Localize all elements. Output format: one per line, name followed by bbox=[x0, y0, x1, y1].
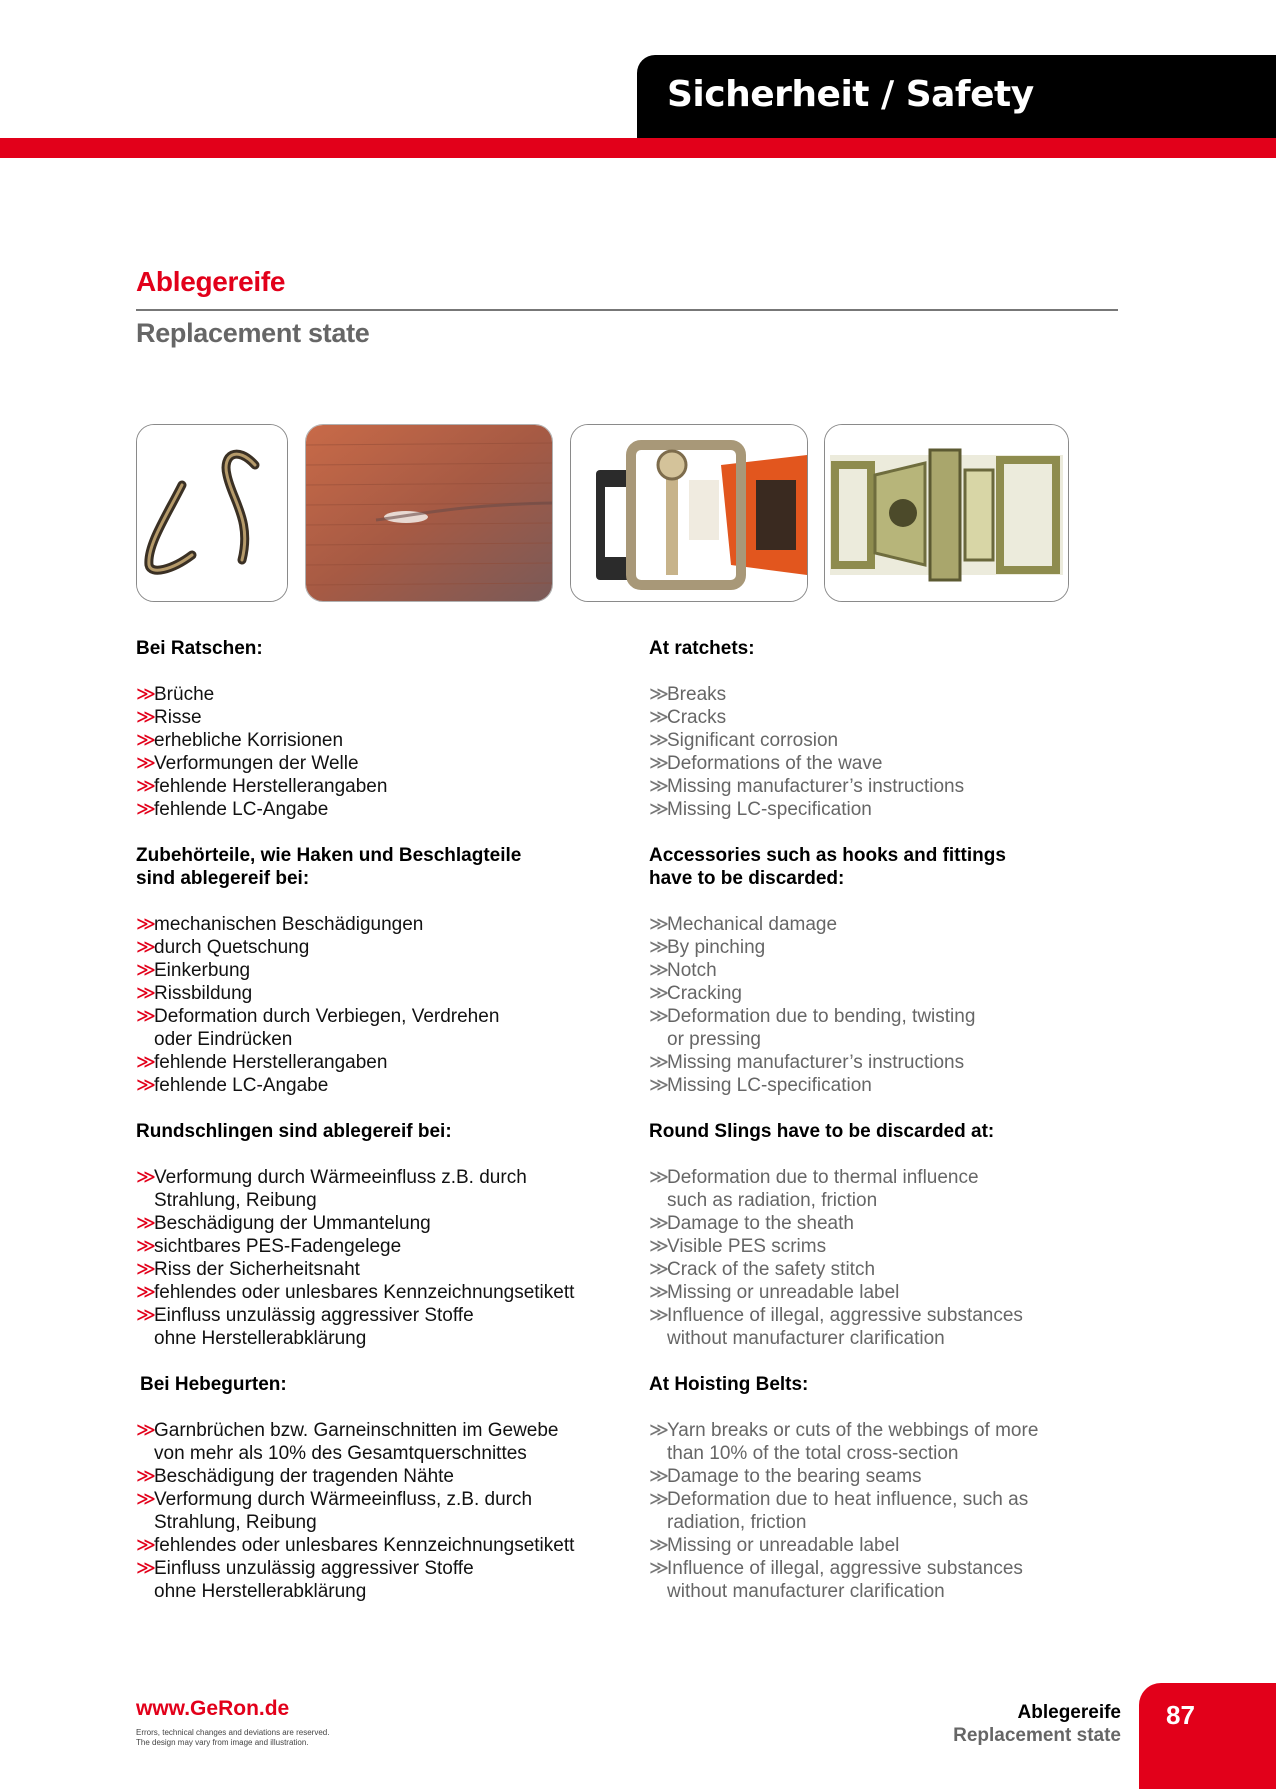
bullet-icon: ≫ bbox=[136, 776, 156, 797]
bullet-icon: ≫ bbox=[649, 1535, 669, 1556]
bullet-icon: ≫ bbox=[649, 799, 669, 820]
footer-section-de: Ablegereife bbox=[1017, 1702, 1121, 1723]
slings-heading: Round Slings have to be discarded at: bbox=[649, 1121, 995, 1142]
accessories-heading: Zubehörteile, wie Haken und Beschlagteile sind ablegereif bei: bbox=[136, 845, 522, 889]
list-item: ≫ Significant corrosion bbox=[649, 730, 839, 751]
list-item: ≫ Einkerbung bbox=[136, 960, 251, 981]
ratchets-heading: Bei Ratschen: bbox=[136, 638, 263, 659]
list-item: ≫ Deformations of the wave bbox=[649, 753, 883, 774]
list-item: ≫ fehlendes oder unlesbares Kennzeichnungsetikett bbox=[136, 1282, 575, 1303]
bullet-icon: ≫ bbox=[649, 1282, 669, 1303]
list-item: ≫ mechanischen Beschädigungen bbox=[136, 914, 424, 935]
belts-list bbox=[136, 1419, 636, 1603]
bullet-icon: ≫ bbox=[136, 1535, 156, 1556]
list-item: ≫ Verformungen der Welle bbox=[136, 753, 359, 774]
list-item: ≫ Risse bbox=[136, 707, 202, 728]
bullet-icon: ≫ bbox=[136, 1466, 156, 1487]
bullet-icon: ≫ bbox=[136, 1006, 156, 1027]
list-item: ≫ Influence of illegal, aggressive substances without manufacturer clarification bbox=[649, 1305, 1023, 1349]
list-item: ≫ Riss der Sicherheitsnaht bbox=[136, 1259, 360, 1280]
bullet-icon: ≫ bbox=[649, 914, 669, 935]
header-red-band bbox=[0, 138, 1276, 158]
bullet-icon: ≫ bbox=[136, 1075, 156, 1096]
bullet-icon: ≫ bbox=[136, 1259, 156, 1280]
bullet-icon: ≫ bbox=[649, 1006, 669, 1027]
list-item: ≫ Beschädigung der Ummantelung bbox=[136, 1213, 431, 1234]
disclaimer-note: Errors, technical changes and deviations are reserved. The design may vary from image and illustration. bbox=[136, 1728, 330, 1747]
bullet-icon: ≫ bbox=[649, 1420, 669, 1441]
list-item: ≫ durch Quetschung bbox=[136, 937, 310, 958]
accessories-list bbox=[136, 913, 636, 1097]
ratchets-heading: At ratchets: bbox=[649, 638, 755, 659]
section-divider bbox=[136, 309, 1118, 311]
bullet-icon: ≫ bbox=[649, 1236, 669, 1257]
list-item: ≫ Rissbildung bbox=[136, 983, 253, 1004]
list-item: ≫ Damage to the bearing seams bbox=[649, 1466, 922, 1487]
section-subtitle: Replacement state bbox=[136, 318, 370, 348]
bullet-icon: ≫ bbox=[649, 983, 669, 1004]
accessories-list bbox=[649, 913, 1149, 1097]
bullet-icon: ≫ bbox=[136, 730, 156, 751]
list-item: ≫ sichtbares PES-Fadengelege bbox=[136, 1236, 402, 1257]
bullet-icon: ≫ bbox=[136, 1213, 156, 1234]
list-item: ≫ Missing LC-specification bbox=[649, 1075, 872, 1096]
slings-heading: Rundschlingen sind ablegereif bei: bbox=[136, 1121, 452, 1142]
list-item: ≫ Einfluss unzulässig aggressiver Stoffe ohne Herstellerabklärung bbox=[136, 1305, 474, 1349]
bullet-icon: ≫ bbox=[136, 1558, 156, 1579]
list-item: ≫ Missing manufacturer’s instructions bbox=[649, 776, 965, 797]
bullet-icon: ≫ bbox=[649, 730, 669, 751]
list-item: ≫ fehlende Herstellerangaben bbox=[136, 1052, 388, 1073]
list-item: ≫ Missing or unreadable label bbox=[649, 1535, 900, 1556]
accessories-heading: Accessories such as hooks and fittings have to be discarded: bbox=[649, 845, 1006, 889]
list-item: ≫ Deformation durch Verbiegen, Verdrehen oder Eindrücken bbox=[136, 1006, 500, 1050]
bullet-icon: ≫ bbox=[136, 707, 156, 728]
bullet-icon: ≫ bbox=[649, 684, 669, 705]
list-item: ≫ Deformation due to thermal influence such as radiation, friction bbox=[649, 1167, 979, 1211]
list-item: ≫ fehlende Herstellerangaben bbox=[136, 776, 388, 797]
bullet-icon: ≫ bbox=[649, 1167, 669, 1188]
list-item: ≫ By pinching bbox=[649, 937, 766, 958]
list-item: ≫ Crack of the safety stitch bbox=[649, 1259, 876, 1280]
bullet-icon: ≫ bbox=[649, 1558, 669, 1579]
section-title: Ablegereife bbox=[136, 266, 286, 297]
list-item: ≫ Cracking bbox=[649, 983, 742, 1004]
bullet-icon: ≫ bbox=[649, 1489, 669, 1510]
website-link[interactable]: www.GeRon.de bbox=[136, 1697, 290, 1720]
bullet-icon: ≫ bbox=[136, 799, 156, 820]
list-item: ≫ Breaks bbox=[649, 684, 727, 705]
bullet-icon: ≫ bbox=[136, 1282, 156, 1303]
bullet-icon: ≫ bbox=[649, 1075, 669, 1096]
bullet-icon: ≫ bbox=[136, 1489, 156, 1510]
list-item: ≫ Deformation due to heat influence, such as radiation, friction bbox=[649, 1489, 1029, 1533]
list-item: ≫ fehlende LC-Angabe bbox=[136, 1075, 329, 1096]
bullet-icon: ≫ bbox=[649, 1305, 669, 1326]
list-item: ≫ Mechanical damage bbox=[649, 914, 838, 935]
list-item: ≫ erhebliche Korrisionen bbox=[136, 730, 344, 751]
footer-section-en: Replacement state bbox=[953, 1725, 1121, 1746]
list-item: ≫ Verformung durch Wärmeeinfluss z.B. durch Strahlung, Reibung bbox=[136, 1167, 527, 1211]
list-item: ≫ Visible PES scrims bbox=[649, 1236, 827, 1257]
bullet-icon: ≫ bbox=[649, 707, 669, 728]
list-item: ≫ Missing manufacturer’s instructions bbox=[649, 1052, 965, 1073]
header-title: Sicherheit / Safety bbox=[667, 74, 1034, 115]
bullet-icon: ≫ bbox=[136, 1236, 156, 1257]
belts-heading: At Hoisting Belts: bbox=[649, 1374, 809, 1395]
list-item: ≫ Beschädigung der tragenden Nähte bbox=[136, 1466, 455, 1487]
bullet-icon: ≫ bbox=[136, 684, 156, 705]
bullet-icon: ≫ bbox=[136, 983, 156, 1004]
list-item: ≫ fehlende LC-Angabe bbox=[136, 799, 329, 820]
list-item: ≫ Missing or unreadable label bbox=[649, 1282, 900, 1303]
page-number: 87 bbox=[1166, 1700, 1195, 1730]
bullet-icon: ≫ bbox=[136, 914, 156, 935]
bullet-icon: ≫ bbox=[649, 753, 669, 774]
list-item: ≫ Brüche bbox=[136, 684, 215, 705]
belts-heading: Bei Hebegurten: bbox=[140, 1374, 287, 1395]
list-item: ≫ Cracks bbox=[649, 707, 727, 728]
slings-list bbox=[136, 1166, 636, 1350]
bullet-icon: ≫ bbox=[649, 1259, 669, 1280]
german-column bbox=[136, 637, 636, 1626]
bullet-icon: ≫ bbox=[136, 1420, 156, 1441]
list-item: ≫ Garnbrüchen bzw. Garneinschnitten im Gewebe von mehr als 10% des Gesamtquerschnittes bbox=[136, 1420, 559, 1464]
list-item: ≫ Einfluss unzulässig aggressiver Stoffe ohne Herstellerabklärung bbox=[136, 1558, 474, 1602]
belts-list bbox=[649, 1419, 1149, 1603]
slings-list bbox=[649, 1166, 1149, 1350]
page-number-tab bbox=[1139, 1683, 1276, 1789]
list-item: ≫ fehlendes oder unlesbares Kennzeichnungsetikett bbox=[136, 1535, 575, 1556]
list-item: ≫ Damage to the sheath bbox=[649, 1213, 854, 1234]
list-item: ≫ Notch bbox=[649, 960, 717, 981]
bullet-icon: ≫ bbox=[649, 937, 669, 958]
bullet-icon: ≫ bbox=[136, 960, 156, 981]
bullet-icon: ≫ bbox=[649, 776, 669, 797]
bullet-icon: ≫ bbox=[136, 937, 156, 958]
english-column bbox=[649, 637, 1149, 1626]
bullet-icon: ≫ bbox=[136, 1305, 156, 1326]
ratchets-list bbox=[649, 683, 1149, 821]
list-item: ≫ Influence of illegal, aggressive substances without manufacturer clarification bbox=[649, 1558, 1023, 1602]
bent-hook-photo bbox=[136, 424, 288, 602]
ratchet-detail-photo bbox=[824, 424, 1069, 602]
bullet-icon: ≫ bbox=[136, 753, 156, 774]
bullet-icon: ≫ bbox=[649, 1466, 669, 1487]
list-item: ≫ Deformation due to bending, twisting or pressing bbox=[649, 1006, 976, 1050]
list-item: ≫ Verformung durch Wärmeeinfluss, z.B. durch Strahlung, Reibung bbox=[136, 1489, 533, 1533]
bullet-icon: ≫ bbox=[136, 1167, 156, 1188]
bullet-icon: ≫ bbox=[649, 1052, 669, 1073]
list-item: ≫ Yarn breaks or cuts of the webbings of more than 10% of the total cross-section bbox=[649, 1420, 1039, 1464]
bullet-icon: ≫ bbox=[649, 1213, 669, 1234]
ratchets-list bbox=[136, 683, 636, 821]
bullet-icon: ≫ bbox=[649, 960, 669, 981]
list-item: ≫ Missing LC-specification bbox=[649, 799, 872, 820]
damaged-webbing-photo bbox=[305, 424, 553, 602]
bullet-icon: ≫ bbox=[136, 1052, 156, 1073]
ratchet-photo bbox=[570, 424, 808, 602]
